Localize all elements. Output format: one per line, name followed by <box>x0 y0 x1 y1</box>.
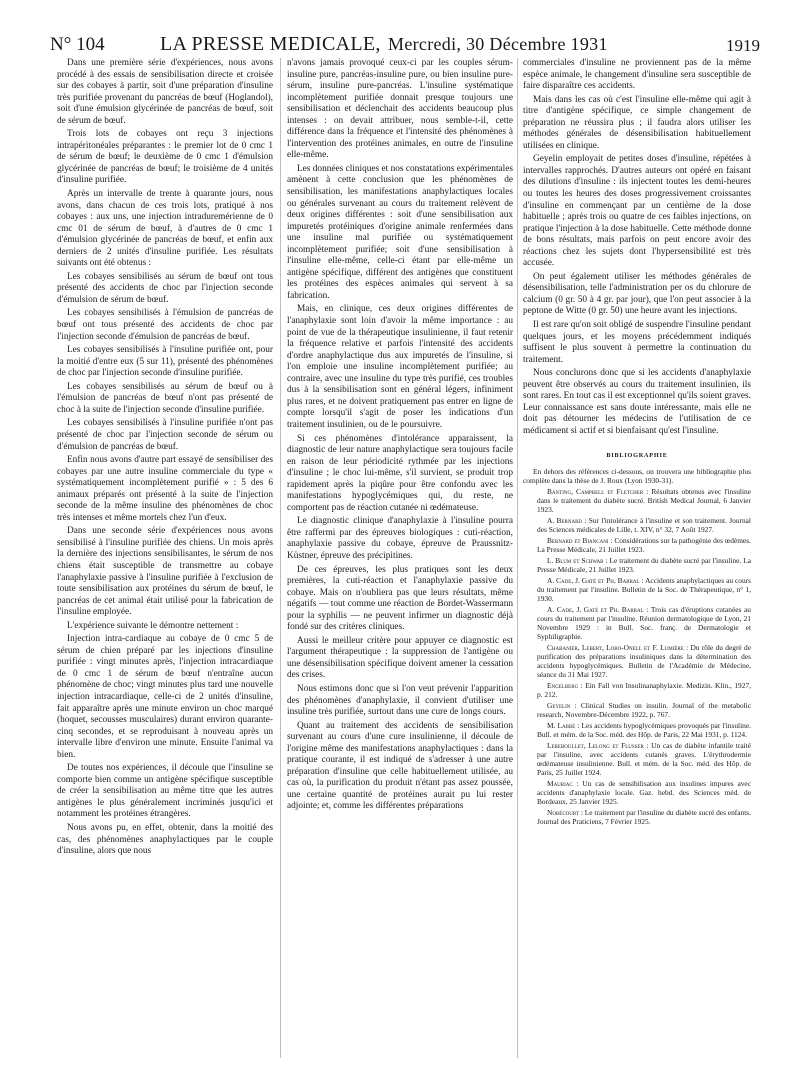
reference-text: : Ein Fall von Insulinanaphylaxie. Medizin. Klin., 1927, p. 212. <box>537 681 751 700</box>
reference-text: : Sur l'intolérance à l'insuline et son traitement. Journal des Sciences médicales de Lille, t. XIV, n° 32, 7 Août 1927. <box>537 516 751 535</box>
paragraph: Nous conclurons donc que si les accidents d'anaphylaxie peuvent être observés au cours du traitement insulinien, ils sont rares. En tout cas il est exceptionnel qu'ils soient graves. Leur connaissance est sans doute intéressante, mais elle ne doit pas détourner les médecins de l'utilisation de ce médicament si actif et si bienfaisant qu'est l'insuline. <box>523 368 751 436</box>
paragraph: Les cobayes sensibilisés à l'émulsion de pancréas de bœuf ont tous présenté des accidents de choc par l'injection seconde d'émulsion de pancréas de bœuf. <box>57 308 273 342</box>
column-divider <box>517 58 518 1058</box>
reference-text: : Un cas de sensibilisation aux insulines impures avec accidents d'anaphylaxie locale. Gaz. hebd. des Sciences méd. de Bordeaux, 25 Janvier 1925. <box>537 779 751 807</box>
bibliography-entry <box>523 701 751 719</box>
bibliography-entry <box>523 516 751 534</box>
column-3-body <box>523 58 751 438</box>
column-divider <box>280 58 281 1058</box>
paragraph: Aussi le meilleur critère pour appuyer ce diagnostic est l'argument thérapeutique : la suppression de l'antigène ou une désensibilisation spécifique doivent amener la cessation des crises. <box>287 635 513 681</box>
paragraph: Il est rare qu'on soit obligé de suspendre l'insuline pendant quelques jours, et les moyens précédemment indiqués suffisent le plus souvent à permettre la continuation du traitement. <box>523 320 751 365</box>
bibliography-entry <box>523 681 751 699</box>
paragraph: Injection intra-cardiaque au cobaye de 0 cmc 5 de sérum de chien préparé par les injections d'insuline purifiée : vingt minutes après, l'injection intracardiaque de 0 cmc 1 de sérum de bœuf n'entraîne aucun phénomène de choc; vingt minutes plus tard une nouvelle injection intracardiaque, celle-ci de 2 unités d'insuline, fait apparaître après une minute environ un choc marqué (hoquet, secousses musculaires) durant environ quarante-cinq secondes, et se reproduisant à nouveau après un intervalle libre d'environ une minute. Ensuite l'animal va bien. <box>57 634 273 760</box>
page-header <box>50 12 760 56</box>
paragraph: Si ces phénomènes d'intolérance apparaissent, la diagnostic de leur nature anaphylactique sera toujours facile en raison de leur périodicité rythmée par les injections d'insuline ; le choc lui-même, s'il survient, se produit trop rapidement après la piqûre pour être confondu avec les manifestations hypoglycémiques qui, du reste, ne comportent pas de réaction cutanée ni œdémateuse. <box>287 433 513 513</box>
reference-text: : Clinical Studies on insulin. Journal of the metabolic research, Novembre-Décembre 1922, p. 767. <box>537 701 751 720</box>
bibliography-list <box>523 487 751 826</box>
text-column-3 <box>523 58 751 1062</box>
bibliography-entry <box>523 556 751 574</box>
paragraph: Les cobayes sensibilisés au sérum de bœuf ou à l'émulsion de pancréas de bœuf n'ont pas présenté de choc à la suite de l'injection seconde d'insuline purifiée. <box>57 381 273 415</box>
journal-title: LA PRESSE MEDICALE, <box>160 33 381 55</box>
paragraph: Les données cliniques et nos constatations expérimentales amènent à cette conclusion que les phénomènes de sensibilisation, les manifestations anaphylactiques locales ou générales survenant au cours du traitement relèvent de deux origines différentes : soit d'une sensibilisation aux impuretés protéiniques d'origine animale renfermées dans une insuline mal purifiée ou systématiquement incomplètement purifiée; soit d'une sensibilisation à l'insuline elle-même, celle-ci étant par elle-même un antigène spécifique, différent des antigènes que constituent les protéines des espèces animales qui servent à sa fabrication. <box>287 163 513 301</box>
issue-number: N° 104 <box>50 34 105 55</box>
paragraph: Nous avons pu, en effet, obtenir, dans la moitié des cas, des phénomènes anaphylactiques par le couple d'insuline, alors que nous <box>57 823 273 857</box>
bibliography-entry <box>523 741 751 777</box>
paragraph: commerciales d'insuline ne proviennent pas de la même espèce animale, le changement d'insuline sera susceptible de faire disparaître ces accidents. <box>523 58 751 92</box>
paragraph: Les cobayes sensibilisés à l'insuline purifiée n'ont pas présenté de choc par l'injection seconde de sérum ou d'émulsion de pancréas de bœuf. <box>57 418 273 452</box>
reference-authors: Geyelin <box>547 701 571 711</box>
reference-text: : Le traitement par l'insuline du diabète sucré des enfants. Journal des Praticiens, 7 Février 1925. <box>537 808 751 827</box>
paragraph: Geyelin employait de petites doses d'insuline, répétées à intervalles rapprochés. D'autres auteurs ont opéré en faisant des dilutions d'insuline : ils injectent toutes les demi-heures ou toutes les heures des doses progressivement croissantes d'insuline en commençant par un centième de la dose habituelle ; après trois ou quatre de ces faibles injections, on pratique l'injection à la dose habituelle. Cette méthode donne de bons résultats, mais parfois on peut encore avoir des réactions chez les sujets dont l'hypersensibilité est très accusée. <box>523 154 751 269</box>
bibliography-entry <box>523 643 751 679</box>
bibliography-entry <box>523 536 751 554</box>
paragraph: Le diagnostic clinique d'anaphylaxie à l'insuline pourra être raffermi par des épreuves biologiques : cuti-réaction, anaphylaxie passive du cobaye, épreuve de Praussnitz-Küstner, épreuve des précipitines. <box>287 516 513 561</box>
reference-authors: Nobécourt <box>547 808 579 818</box>
bibliography-heading: BIBLIOGRAPHIE <box>606 451 668 459</box>
paragraph: L'expérience suivante le démontre nettement : <box>67 620 239 631</box>
reference-text: : Le traitement du diabète sucré par l'insuline. La Presse Médicale, 21 Juillet 1923. <box>537 556 751 575</box>
bibliography-entry <box>523 721 751 739</box>
reference-authors: A. Cade, J. Gaté et Ph. Barral <box>547 576 640 586</box>
reference-authors: Bernard et Biancani <box>547 536 609 546</box>
paragraph: Dans une première série d'expériences, nous avons procédé à des essais de sensibilisation directe et croisée sur des cobayes à partir, soit d'une préparation d'insuline très purifiée provenant du pancréas de bœuf (Hoglandol), soit d'une émulsion glycérinée de pancréas de bœuf, soit de sérum de bœuf. <box>57 58 273 126</box>
bibliography-entry <box>523 487 751 514</box>
reference-authors: Chabanier, Lebert, Lobo-Onell et F. Lumière <box>547 643 684 653</box>
reference-authors: Engelberg <box>547 681 579 691</box>
paragraph: Les cobayes sensibilisés au sérum de bœuf ont tous présenté des accidents de choc par l'injection seconde d'émulsion de sérum de bœuf. <box>57 271 273 305</box>
reference-text: : Les accidents hypoglycémiques provoqués par l'insuline. Bull. et mém. de la Soc. méd. des Hôp. de Paris, 22 Mai 1931, p. 1124. <box>537 721 751 740</box>
bibliography-entry <box>523 576 751 603</box>
text-column-2 <box>287 58 513 1062</box>
paragraph: Mais, en clinique, ces deux origines différentes de l'anaphylaxie sont loin d'avoir la même importance : au point de vue de la thérapeutique insulinienne, il faut retenir la fréquence relative et parfois l'intensité des accidents d'ordre anaphylactique dus aux impuretés de l'insuline, si l'on emploie une insuline incomplètement purifiée; au contraire, avec une insuline du type très purifié, ces troubles dus à la sensibilisation sont en général légers, infiniment plus rares, et ne doivent pratiquement pas entrer en ligne de compte lorsqu'il s'agit de poser les indications d'un traitement insulinien, ou de le poursuivre. <box>287 304 513 430</box>
page-number: 1919 <box>726 36 760 55</box>
paragraph: Les cobayes sensibilisés à l'insuline purifiée ont, pour la moitié d'entre eux (5 sur 11), présenté des phénomènes de choc par l'injection seconde d'insuline purifiée. <box>57 345 273 379</box>
reference-authors: A. Bernard <box>547 516 583 526</box>
paragraph: On peut également utiliser les méthodes générales de désensibilisation, telle l'administration per os du chlorure de calcium (0 gr. 50 à 4 gr. par jour), que l'on peut associer à la peptone de Witte (0 gr. 50) une heure avant les injections. <box>523 271 751 317</box>
reference-authors: Mauriac <box>547 779 573 789</box>
bibliography-intro: En dehors des références ci-dessous, on trouvera une bibliographie plus complète dans la thèse de J. Roux (Lyon 1930-31). <box>523 467 751 486</box>
paragraph: Mais dans les cas où c'est l'insuline elle-même qui agit à titre d'antigène spécifique, ce simple changement de préparation ne réussira plus ; il faudra alors utiliser les méthodes générales de désensibilisation habituellement utilisées en clinique. <box>523 94 751 151</box>
reference-text: : Accidents anaphylactiques au cours du traitement par l'insuline. Bulletin de la Soc. de Thérapeutique, n° 1, 1930. <box>537 576 751 604</box>
bibliography-entry <box>523 605 751 641</box>
paragraph: De toutes nos expériences, il découle que l'insuline se comporte bien comme un antigène spécifique susceptible de créer la sensibilisation au même titre que les autres antigènes le plus généralement incriminés jusqu'ici et notamment les protéines étrangères. <box>57 763 273 820</box>
paragraph: n'avons jamais provoqué ceux-ci par les couples sérum-insuline pure, pancréas-insuline pure, ou bien insuline pure-sérum, insuline pure-pancréas. L'insuline systématique incomplètement purifiée donnait presque toujours une sensibilisation et déclenchait des accidents beaucoup plus intenses : on devait attribuer, nous semble-t-il, cette différence dans la fréquence et l'intensité des phénomènes à l'intervention des protéines animales, en outre de l'insuline elle-même. <box>287 58 513 161</box>
reference-text: : Considérations sur la pathogénie des œdèmes. La Presse Médicale, 21 Juillet 1923. <box>537 536 751 555</box>
reference-authors: L. Blum et Schwab <box>547 556 604 566</box>
reference-authors: A. Cade, J. Gaté et Ph. Barral <box>547 605 644 615</box>
text-column-1 <box>57 58 273 1062</box>
paragraph: Quant au traitement des accidents de sensibilisation survenant au cours d'une cure insulinienne, il découle de l'origine même des manifestations anaphylactiques : dans la pratique courante, il est indiqué de s'adresser à une autre préparation d'insuline que celle habituellement utilisée, au cas où, la purification du produit n'étant pas assez poussée, une certaine quantité de protéines aurait pu lui rester adjointe; et, comme les différentes préparations <box>287 720 513 812</box>
paragraph: Après un intervalle de trente à quarante jours, nous avons, dans chacun de ces trois lots, pratiqué à nos cobayes : aux uns, une injection intraduremérienne de 0 cmc 01 de sérum de bœuf, à d'autres de 0 cmc 1 d'émulsion glycérinée de pancréas de bœuf, et enfin aux derniers de 2 unités d'insuline purifiée. Les résultats suivants ont été obtenus : <box>57 189 273 269</box>
journal-title-line <box>160 33 680 56</box>
reference-text: : Du rôle du degré de purification des préparations insuliniques dans la détermination des accidents hypoglycémiques. Bulletin de l'Académie de Médecine, séance du 31 Mai 1927. <box>537 643 751 680</box>
reference-text: : Trois cas d'éruptions cutanées au cours du traitement par l'insuline. Réunion dermatologique de Lyon, 21 Novembre 1929 : in Bull. Soc. franç. de Dermatologie et Syphiligraphie. <box>537 605 751 642</box>
reference-text: : Un cas de diabète infantile traité par l'insuline, avec accidents cutanés graves. L'érythrodermie œdémateuse insulinienne. Bull. et mém. de la Soc. méd. des Hôp. de Paris, 25 Juillet 1924. <box>537 741 751 778</box>
issue-date: Mercredi, 30 Décembre 1931 <box>388 34 608 54</box>
bibliography-entry <box>523 808 751 826</box>
paragraph: Dans une seconde série d'expériences nous avons sensibilisé à l'insuline purifiée des chiens. Un mois après la dernière des injections sensibilisantes, le sérum de nos chiens était susceptible de transmettre au cobaye l'anaphylaxie passive à l'insuline purifiée à l'exclusion de toute sensibilisation aux protéines du sérum de bœuf, le pancréas de cet animal était utilisé pour la fabrication de l'insuline employée. <box>57 526 273 618</box>
reference-authors: Banting, Campbell et Fletcher <box>547 487 644 497</box>
paragraph: De ces épreuves, les plus pratiques sont les deux premières, la cuti-réaction et l'anaphylaxie passive du cobaye. Mais on n'oubliera pas que leurs résultats, même négatifs — tout comme une réaction de Bordet-Wassermann pour la syphilis — ne peuvent infirmer un diagnostic déjà fondé sur des critères cliniques. <box>287 564 513 633</box>
reference-authors: Lereboullet, Lelong et Flusser <box>547 741 644 751</box>
bibliography-entry <box>523 779 751 806</box>
reference-authors: M. Labbé <box>547 721 576 731</box>
paragraph: Nous estimons donc que si l'on veut prévenir l'apparition des phénomènes d'anaphylaxie, il convient d'utiliser une insuline très purifiée, surtout dans une cure de longs cours. <box>287 683 513 718</box>
paragraph: Trois lots de cobayes ont reçu 3 injections intrapéritonéales préparantes : le premier lot de 0 cmc 1 de sérum de bœuf; le deuxième de 0 cmc 1 d'émulsion glycérinée de pancréas de bœuf; le troisième de 4 unités d'insuline purifiée. <box>57 129 273 186</box>
reference-text: : Résultats obtenus avec l'insuline dans le traitement du diabète sucré. British Medical Journal, 6 Janvier 1923. <box>537 487 751 515</box>
paragraph: Enfin nous avons d'autre part essayé de sensibiliser des cobayes par une autre insuline commerciale du type « systématiquement incomplètement purifié » : 5 des 6 animaux préparés ont présenté à la suite de l'injection seconde de la même insuline des phénomènes de choc très intenses et même mortels chez l'un d'eux. <box>57 455 273 523</box>
